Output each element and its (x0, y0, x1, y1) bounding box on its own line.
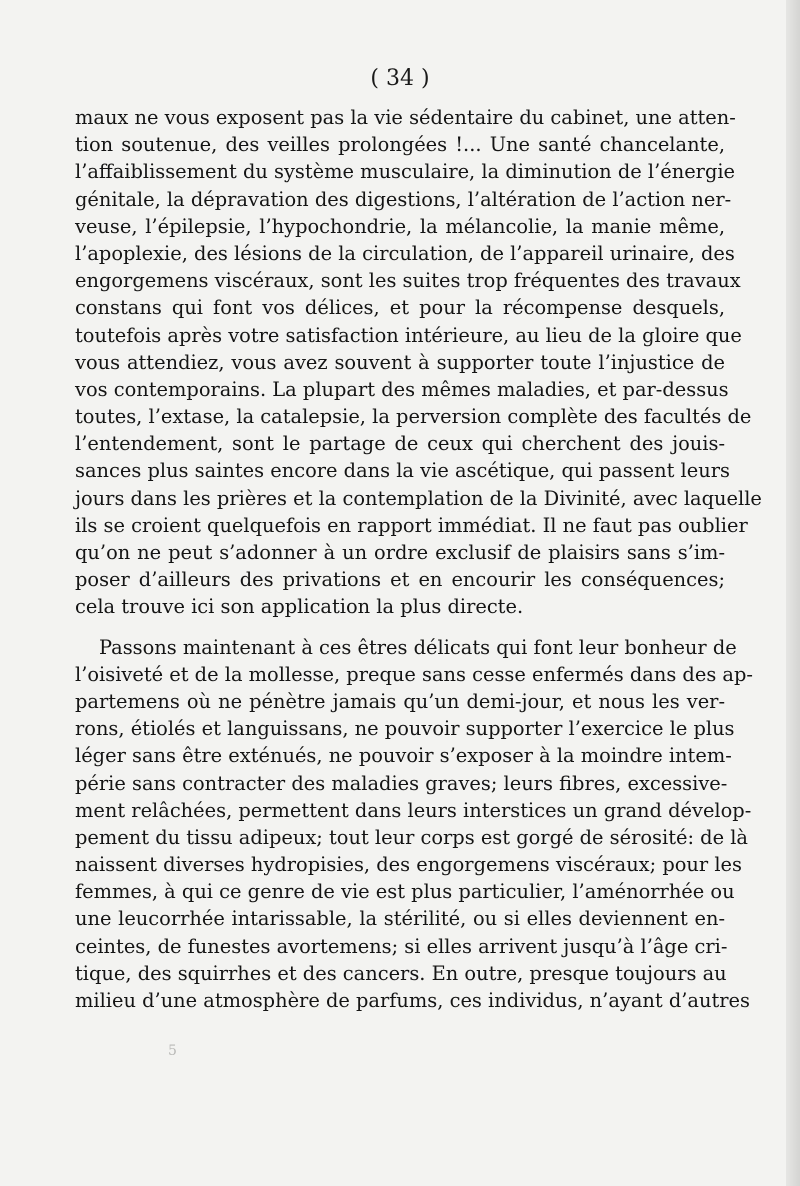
text-line: vous attendiez, vous avez souvent à supporter toute l’injustice de (75, 350, 725, 374)
paragraph-2 (75, 634, 753, 1015)
text-line: léger sans être exténués, ne pouvoir s’exposer à la moindre intem- (75, 744, 732, 768)
text-line: pement du tissu adipeux; tout leur corps est gorgé de sérosité: de là (75, 825, 748, 849)
text-line: cela trouve ici son application la plus directe. (75, 595, 524, 619)
text-line: qu’on ne peut s’adonner à un ordre exclusif de plaisirs sans s’im- (75, 541, 725, 564)
text-line: l’oisiveté et de la mollesse, preque sans cesse enfermés dans des ap- (75, 662, 753, 686)
text-line: partemens où ne pénètre jamais qu’un demi-jour, et nous les ver- (75, 689, 725, 713)
body-text (75, 104, 762, 1014)
text-line: Passons maintenant à ces êtres délicats qui font leur bonheur de (99, 635, 737, 659)
text-line: constans qui font vos délices, et pour la récompense desquels, (75, 296, 725, 320)
folio-mark: 5 (168, 1043, 177, 1059)
text-line: femmes, à qui ce genre de vie est plus particulier, l’aménorrhée ou (75, 880, 735, 904)
text-line: ceintes, de funestes avortemens; si elles arrivent jusqu’à l’âge cri- (75, 934, 728, 958)
text-line: rons, étiolés et languissans, ne pouvoir supporter l’exercice le plus (75, 717, 735, 741)
text-line: engorgemens viscéraux, sont les suites trop fréquentes des travaux (75, 269, 741, 293)
text-line: vos contemporains. La plupart des mêmes maladies, et par-dessus (75, 377, 729, 401)
text-line: une leucorrhée intarissable, la stérilité, ou si elles deviennent en- (75, 907, 725, 931)
text-line: périe sans contracter des maladies graves; leurs fibres, excessive- (75, 771, 728, 795)
text-line: toutefois après votre satisfaction intérieure, au lieu de la gloire que (75, 323, 742, 347)
text-line: poser d’ailleurs des privations et en encourir les conséquences; (75, 568, 725, 592)
page-edge-shadow (786, 0, 800, 1186)
text-line: tique, des squirrhes et des cancers. En outre, presque toujours au (75, 961, 727, 985)
text-line: toutes, l’extase, la catalepsie, la perversion complète des facultés de (75, 405, 752, 429)
text-line: sances plus saintes encore dans la vie ascétique, qui passent leurs (75, 459, 730, 483)
text-line: naissent diverses hydropisies, des engorgemens viscéraux; pour les (75, 853, 742, 877)
text-line: veuse, l’épilepsie, l’hypochondrie, la mélancolie, la manie même, (75, 214, 725, 238)
text-line: ment relâchées, permettent dans leurs interstices un grand dévelop- (75, 798, 752, 822)
text-line: jours dans les prières et la contemplation de la Divinité, avec laquelle (75, 486, 762, 510)
text-line: ils se croient quelquefois en rapport immédiat. Il ne faut pas oublier (75, 513, 748, 537)
page-number: ( 34 ) (370, 66, 430, 91)
text-line: tion soutenue, des veilles prolongées !... Une santé chancelante, (75, 133, 725, 157)
text-line: l’entendement, sont le partage de ceux qui cherchent des jouis- (75, 432, 725, 456)
text-line: l’apoplexie, des lésions de la circulation, de l’appareil urinaire, des (75, 241, 735, 265)
text-line: l’affaiblissement du système musculaire, la diminution de l’énergie (75, 160, 736, 184)
text-line: maux ne vous exposent pas la vie sédentaire du cabinet, une atten- (75, 106, 736, 129)
paragraph-1 (75, 104, 762, 621)
paragraph-gap (75, 621, 725, 634)
text-line: génitale, la dépravation des digestions, l’altération de l’action ner- (75, 187, 732, 211)
text-line: milieu d’une atmosphère de parfums, ces individus, n’ayant d’autres (75, 989, 750, 1012)
